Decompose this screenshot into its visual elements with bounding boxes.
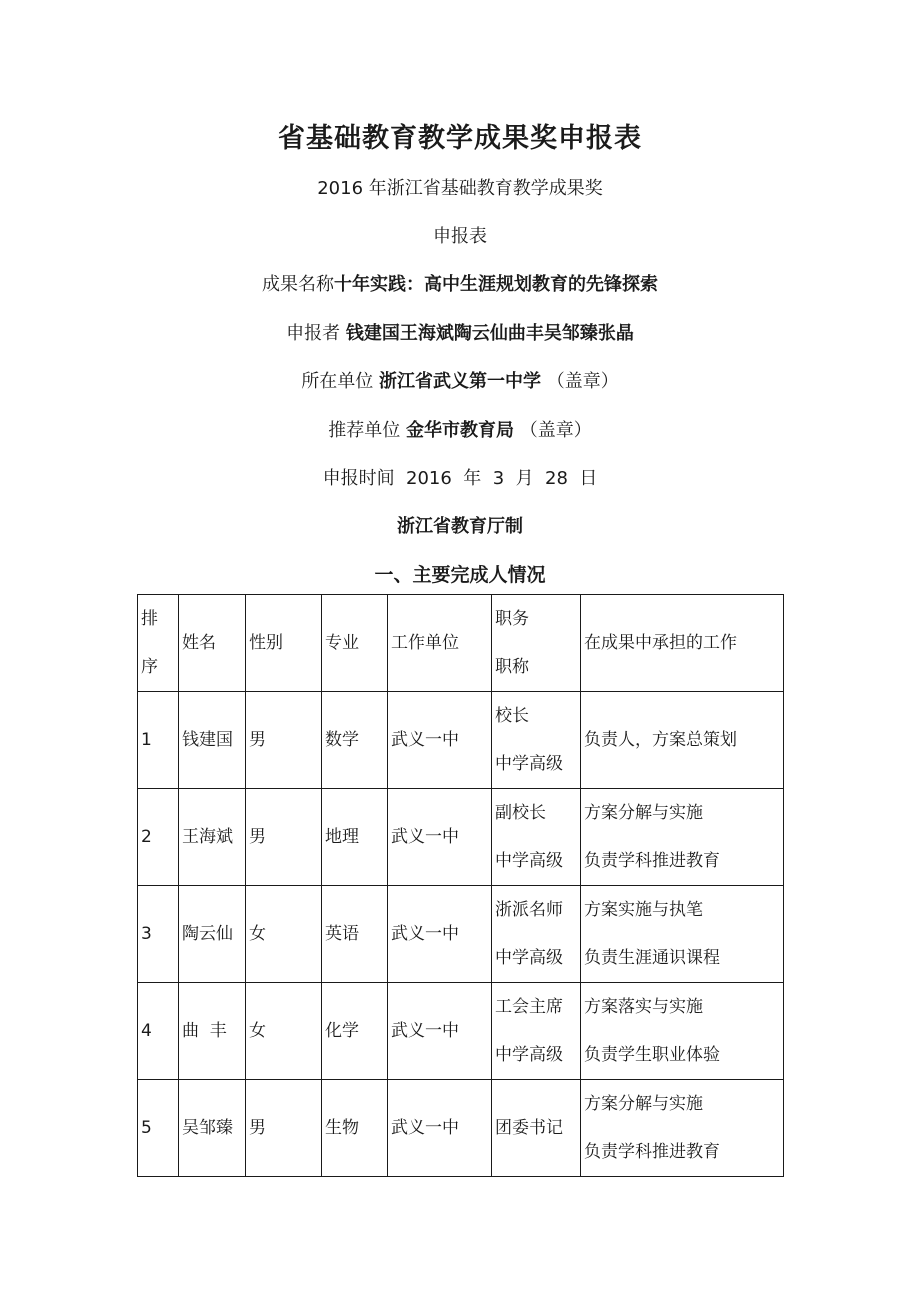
recommend-seal: （盖章） (519, 420, 592, 441)
table-row (138, 886, 784, 983)
cell-gender: 男 (246, 1080, 322, 1177)
header-work: 在成果中承担的工作 (581, 595, 784, 692)
cell-order: 1 (138, 692, 179, 789)
cell-work: 方案实施与执笔 负责生涯通识课程 (581, 886, 784, 983)
cell-major: 数学 (322, 692, 388, 789)
cell-gender: 男 (246, 789, 322, 886)
header-name: 姓名 (179, 595, 246, 692)
unit-value: 浙江省武义第一中学 (379, 371, 541, 392)
result-name-value: 十年实践：高中生涯规划教育的先锋探索 (334, 274, 658, 295)
applicant-value: 钱建国王海斌陶云仙曲丰吴邹臻张晶 (345, 323, 634, 344)
header-unit: 工作单位 (388, 595, 492, 692)
table-header-row (138, 595, 784, 692)
table-row (138, 692, 784, 789)
table-row (138, 1080, 784, 1177)
recommend-value: 金华市教育局 (406, 420, 514, 441)
cell-gender: 女 (246, 886, 322, 983)
result-name-label: 成果名称 (262, 274, 334, 295)
cell-gender: 男 (246, 692, 322, 789)
members-table (137, 594, 784, 1177)
header-gender: 性别 (246, 595, 322, 692)
cell-post: 副校长 中学高级 (492, 789, 581, 886)
cell-post: 校长 中学高级 (492, 692, 581, 789)
date-line: 申报时间 2016 年 3 月 28 日 (322, 468, 598, 489)
table-row (138, 983, 784, 1080)
cell-unit: 武义一中 (388, 886, 492, 983)
cell-post: 浙派名师 中学高级 (492, 886, 581, 983)
cell-gender: 女 (246, 983, 322, 1080)
cell-unit: 武义一中 (388, 1080, 492, 1177)
cell-work: 方案落实与实施 负责学生职业体验 (581, 983, 784, 1080)
recommend-label: 推荐单位 (328, 420, 401, 441)
cell-name: 王海斌 (179, 789, 246, 886)
cell-work: 方案分解与实施 负责学科推进教育 (581, 1080, 784, 1177)
issuer-line: 浙江省教育厅制 (397, 516, 523, 537)
cell-order: 4 (138, 983, 179, 1080)
unit-line (0, 367, 920, 393)
cell-name: 曲 丰 (179, 983, 246, 1080)
cell-post: 团委书记 (492, 1080, 581, 1177)
cell-work: 负责人，方案总策划 (581, 692, 784, 789)
recommend-line (0, 416, 920, 442)
cell-major: 英语 (322, 886, 388, 983)
unit-label: 所在单位 (301, 371, 374, 392)
cell-order: 3 (138, 886, 179, 983)
applicant-line (0, 319, 920, 345)
result-name-line (0, 270, 920, 296)
header-post: 职务 职称 (492, 595, 581, 692)
form-subtitle: 申报表 (433, 226, 487, 247)
header-major: 专业 (322, 595, 388, 692)
document-title: 省基础教育教学成果奖申报表 (278, 123, 642, 154)
cell-major: 生物 (322, 1080, 388, 1177)
table-row (138, 789, 784, 886)
cell-post: 工会主席 中学高级 (492, 983, 581, 1080)
unit-seal: （盖章） (546, 371, 619, 392)
cell-unit: 武义一中 (388, 789, 492, 886)
cell-major: 化学 (322, 983, 388, 1080)
cell-order: 5 (138, 1080, 179, 1177)
cell-name: 钱建国 (179, 692, 246, 789)
award-subtitle: 2016 年浙江省基础教育教学成果奖 (317, 178, 603, 199)
cell-unit: 武义一中 (388, 692, 492, 789)
section-title: 一、主要完成人情况 (374, 564, 546, 586)
cell-order: 2 (138, 789, 179, 886)
cell-major: 地理 (322, 789, 388, 886)
cell-name: 陶云仙 (179, 886, 246, 983)
applicant-label: 申报者 (286, 323, 341, 344)
cell-name: 吴邹臻 (179, 1080, 246, 1177)
cell-work: 方案分解与实施 负责学科推进教育 (581, 789, 784, 886)
cell-unit: 武义一中 (388, 983, 492, 1080)
header-order: 排 序 (138, 595, 179, 692)
